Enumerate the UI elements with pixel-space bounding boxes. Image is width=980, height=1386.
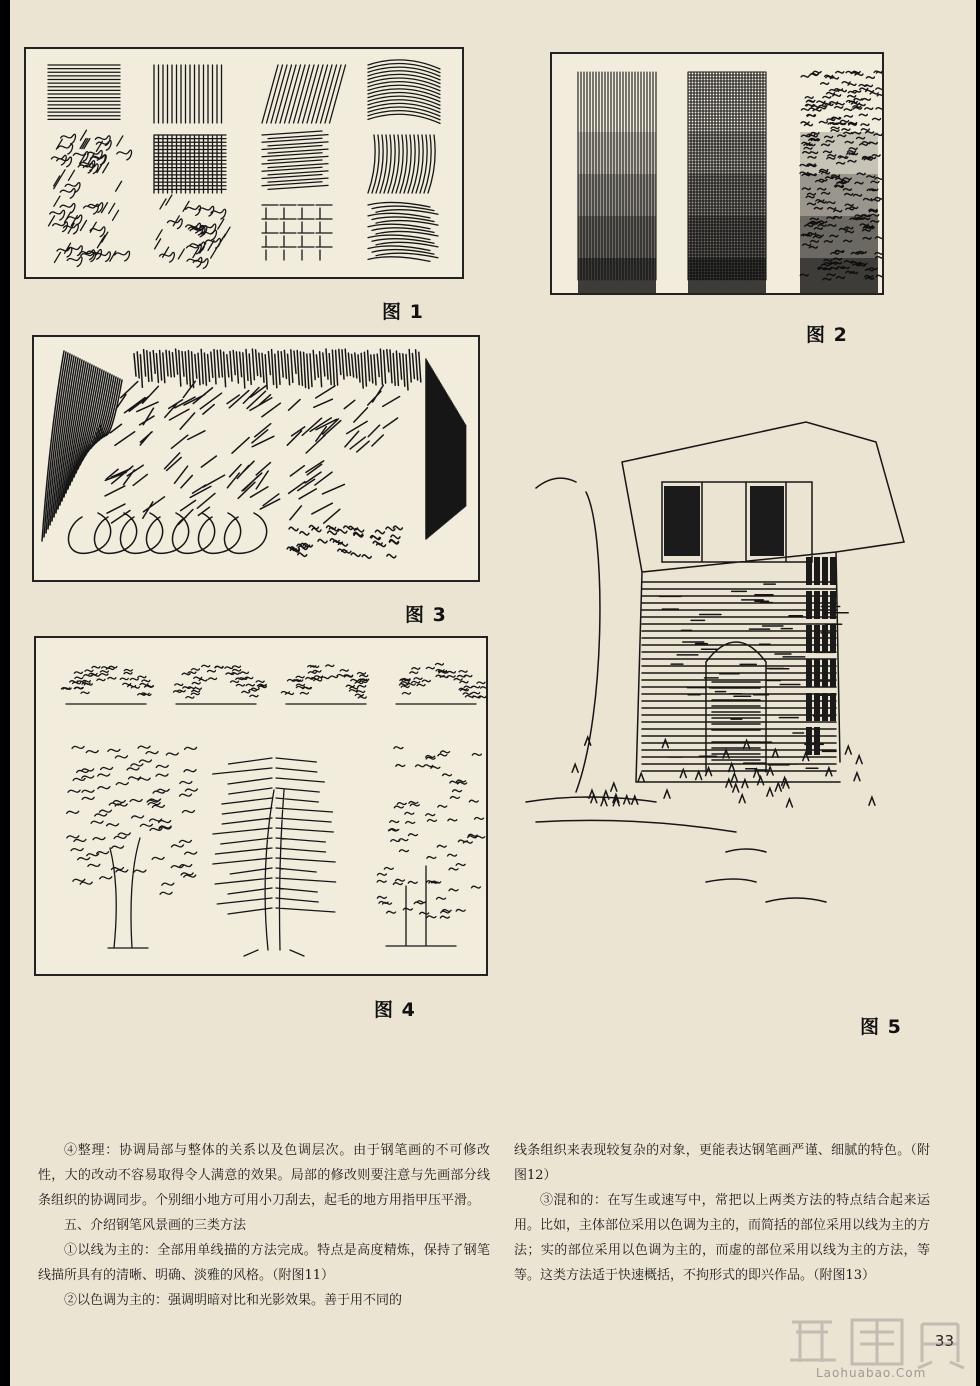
figure-5-caption: 图 5 bbox=[860, 1016, 902, 1038]
texture-swatch bbox=[154, 135, 226, 193]
tone-band bbox=[800, 132, 878, 174]
tone-band bbox=[578, 258, 656, 293]
tone-band bbox=[800, 174, 878, 216]
magazine-page bbox=[10, 0, 976, 1386]
texture-swatch bbox=[368, 202, 438, 261]
wall-shading bbox=[822, 693, 828, 721]
figure-4-trees bbox=[34, 636, 488, 976]
texture-swatch bbox=[49, 196, 130, 266]
wall-shading bbox=[806, 693, 812, 721]
figure-5-tower-drawing bbox=[506, 382, 906, 942]
wall-shading bbox=[814, 727, 820, 755]
wall-shading bbox=[830, 625, 836, 653]
wall-shading bbox=[806, 591, 812, 619]
wall-shading bbox=[822, 591, 828, 619]
figure-2-drawing bbox=[552, 54, 882, 293]
figure-2-tone-scales bbox=[550, 52, 884, 295]
window-shadow bbox=[664, 486, 700, 556]
tone-band bbox=[578, 132, 656, 174]
texture-swatch bbox=[368, 135, 435, 193]
wall-shading bbox=[814, 591, 820, 619]
texture-swatch bbox=[262, 131, 328, 189]
paragraph-tone-method: ②以色调为主的：强调明暗对比和光影效果。善于用不同的 bbox=[64, 1293, 403, 1308]
tower-sketch bbox=[526, 422, 904, 902]
wall-shading bbox=[822, 557, 828, 585]
figure-4-drawing bbox=[36, 638, 486, 974]
paragraph-mixed-method: ③混和的：在写生或速写中，常把以上两类方法的特点结合起来运用。比如，主体部位采用以色调为主的，而简括的部位采用以线为主的方法；实的部位采用以色调为主的，而虚的部位采用以线为主的方法，等等。这类方法适于快速概括，不拘形式的即兴作品。（附图13） bbox=[514, 1193, 931, 1283]
tone-band bbox=[688, 132, 766, 174]
wall-shading bbox=[806, 659, 812, 687]
figure-1-drawing bbox=[26, 49, 462, 277]
section-heading-three-methods: 五、介绍钢笔风景画的三类方法 bbox=[64, 1218, 247, 1233]
paragraph-line-method: ①以线为主的：全部用单线描的方法完成。特点是高度精炼，保持了钢笔线描所具有的清晰、明确、淡雅的风格。（附图11） bbox=[38, 1243, 490, 1283]
wall-shading bbox=[814, 659, 820, 687]
tone-band bbox=[688, 216, 766, 258]
tone-band bbox=[800, 216, 878, 258]
window-shadow bbox=[750, 486, 784, 556]
wall-shading bbox=[814, 557, 820, 585]
texture-swatch bbox=[48, 65, 120, 119]
texture-swatch bbox=[262, 65, 346, 123]
tree-sketch bbox=[67, 746, 485, 956]
wall-shading bbox=[806, 727, 812, 755]
tone-band bbox=[688, 258, 766, 293]
texture-swatch bbox=[51, 130, 131, 198]
figure-3-drawing bbox=[34, 337, 478, 580]
wall-shading bbox=[814, 693, 820, 721]
tone-band bbox=[578, 216, 656, 258]
tone-band bbox=[578, 174, 656, 216]
paragraph-tone-method-continued: 线条组织来表现较复杂的对象，更能表达钢笔画严谨、细腻的特色。（附图12） bbox=[514, 1143, 930, 1183]
wall-shading bbox=[830, 693, 836, 721]
figure-2-caption: 图 2 bbox=[806, 324, 848, 346]
paragraph-finishing: ④整理：协调局部与整体的关系以及色调层次。由于钢笔画的不可修改性，大的改动不容易取得令人满意的效果。局部的修改则要注意与先画部分线条组织的协调同步。个别细小地方可用小刀刮去，起毛的地方用指甲压平滑。 bbox=[38, 1143, 490, 1208]
texture-swatch bbox=[155, 195, 230, 268]
wall-shading bbox=[822, 625, 828, 653]
figure-3-stroke-studies bbox=[32, 335, 480, 582]
texture-swatch bbox=[262, 205, 332, 260]
watermark-logo bbox=[782, 1310, 972, 1370]
page-number: 33 bbox=[934, 1332, 954, 1350]
figure-4-caption: 图 4 bbox=[374, 999, 416, 1021]
texture-swatch bbox=[368, 60, 440, 124]
wall-shading bbox=[830, 557, 836, 585]
tone-band bbox=[688, 174, 766, 216]
watermark-url: Laohuabao.Com bbox=[816, 1366, 927, 1380]
stroke-study bbox=[42, 349, 466, 558]
bush-sketch bbox=[61, 663, 486, 704]
wall-shading bbox=[822, 659, 828, 687]
wall-shading bbox=[830, 591, 836, 619]
tone-band bbox=[800, 258, 878, 293]
wall-shading bbox=[814, 625, 820, 653]
wall-shading bbox=[806, 557, 812, 585]
left-text-column bbox=[38, 1138, 490, 1313]
figure-1-caption: 图 1 bbox=[382, 301, 424, 323]
right-text-column bbox=[514, 1138, 930, 1288]
texture-swatch bbox=[154, 65, 222, 123]
figure-1-texture-swatches bbox=[24, 47, 464, 279]
figure-3-caption: 图 3 bbox=[405, 604, 447, 626]
wall-shading bbox=[806, 625, 812, 653]
wall-shading bbox=[830, 659, 836, 687]
